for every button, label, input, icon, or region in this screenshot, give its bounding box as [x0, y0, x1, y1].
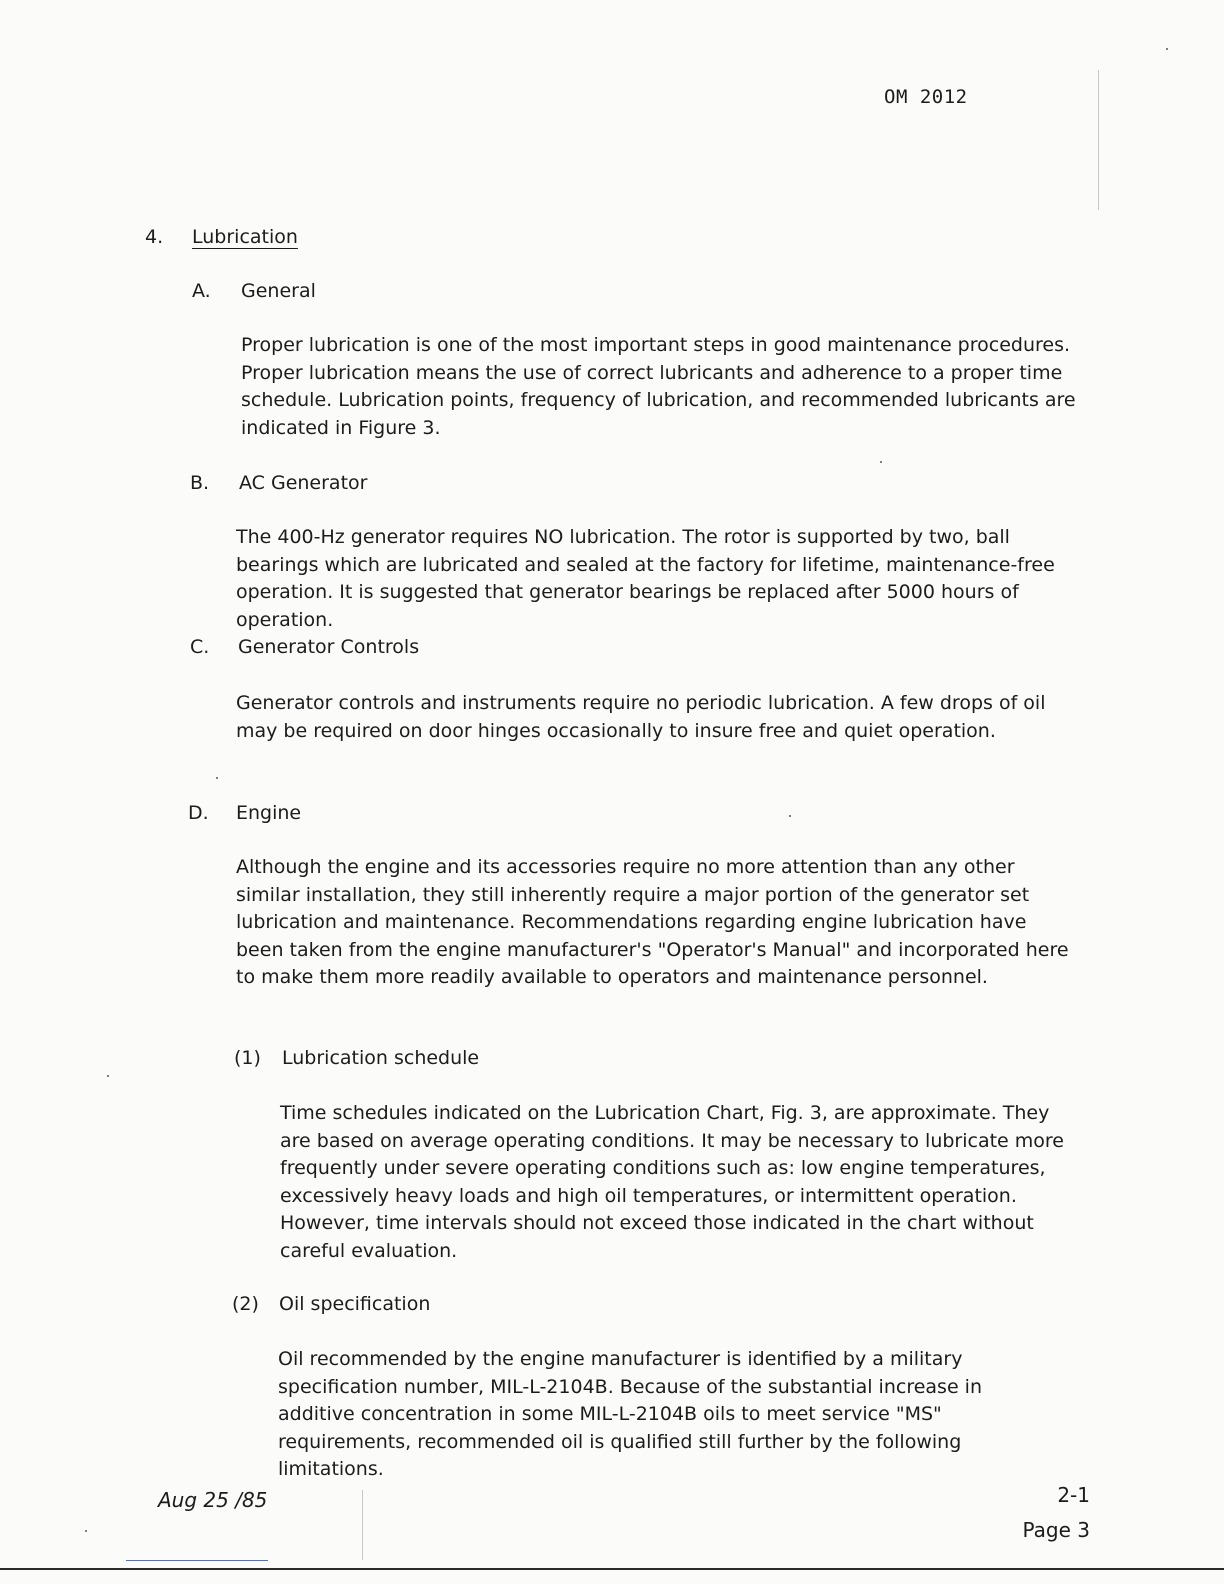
- subsection-c-title: Generator Controls: [238, 636, 420, 658]
- scan-mark-line: [362, 1490, 363, 1560]
- document-id: OM 2012: [884, 86, 968, 108]
- subsection-c-paragraph: Generator controls and instruments require no periodic lubrication. A few drops of oil may be required on door hinges occasionally to insure free and quiet operation.: [236, 692, 1046, 742]
- page-bottom-edge: [0, 1568, 1224, 1570]
- item-2-title: Oil specification: [279, 1293, 431, 1315]
- subsection-b-paragraph: The 400-Hz generator requires NO lubrication. The rotor is supported by two, ball bearings which are lubricated and sealed at the factory for lifetime, maintenance-free operation. It is suggested that generator bearings be replaced after 5000 hours of operation.: [236, 526, 1055, 631]
- footer-section-page: 2-1: [1057, 1483, 1090, 1507]
- scan-speck: [216, 777, 218, 779]
- subsection-b-title: AC Generator: [239, 472, 368, 494]
- item-2-number: (2): [232, 1293, 259, 1315]
- subsection-d-letter: D.: [188, 802, 209, 824]
- scan-speck: [880, 461, 882, 463]
- section-title: Lubrication: [192, 226, 298, 248]
- subsection-d-title: Engine: [236, 802, 302, 824]
- subsection-c-letter: C.: [190, 636, 210, 658]
- footer-date: Aug 25 /85: [158, 1488, 268, 1512]
- subsection-a-letter: A.: [192, 280, 211, 302]
- subsection-a-title: General: [241, 280, 316, 302]
- item-1-title: Lubrication schedule: [282, 1047, 480, 1069]
- item-1-number: (1): [234, 1047, 261, 1069]
- subsection-d-paragraph: Although the engine and its accessories require no more attention than any other similar installation, they still inherently require a major portion of the generator set lubrication and maintenance. Recommendations regarding engine lubrication have been taken from the engine manufacturer's "Operator's Manual" and incorporated here to make them more readily available to operators and maintenance personnel.: [236, 856, 1069, 988]
- scan-speck: [85, 1530, 87, 1532]
- item-2-paragraph: Oil recommended by the engine manufacturer is identified by a military specification number, MIL-L-2104B. Because of the substantial increase in additive concentration in some MIL-L-2104B oils to meet service "MS" requirements, recommended oil is qualified still further by the following limitations.: [278, 1348, 983, 1480]
- bottom-margin-mark: [126, 1560, 268, 1561]
- section-number: 4.: [145, 226, 164, 248]
- scan-edge-line: [1098, 70, 1099, 210]
- footer-page-number: Page 3: [1022, 1518, 1090, 1542]
- subsection-b-letter: B.: [190, 472, 210, 494]
- scan-speck: [1166, 48, 1168, 50]
- scan-speck: [789, 815, 791, 817]
- scan-speck: [107, 1075, 109, 1077]
- subsection-a-paragraph: Proper lubrication is one of the most important steps in good maintenance procedures. Proper lubrication means the use of correct lubricants and adherence to a proper time schedule. Lubrication points, frequency of lubrication, and recommended lubricants are indicated in Figure 3.: [241, 334, 1076, 439]
- item-1-paragraph: Time schedules indicated on the Lubrication Chart, Fig. 3, are approximate. They are based on average operating conditions. It may be necessary to lubricate more frequently under severe operating conditions such as: low engine temperatures, excessively heavy loads and high oil temperatures, or intermittent operation. However, time intervals should not exceed those indicated in the chart without careful evaluation.: [280, 1102, 1065, 1262]
